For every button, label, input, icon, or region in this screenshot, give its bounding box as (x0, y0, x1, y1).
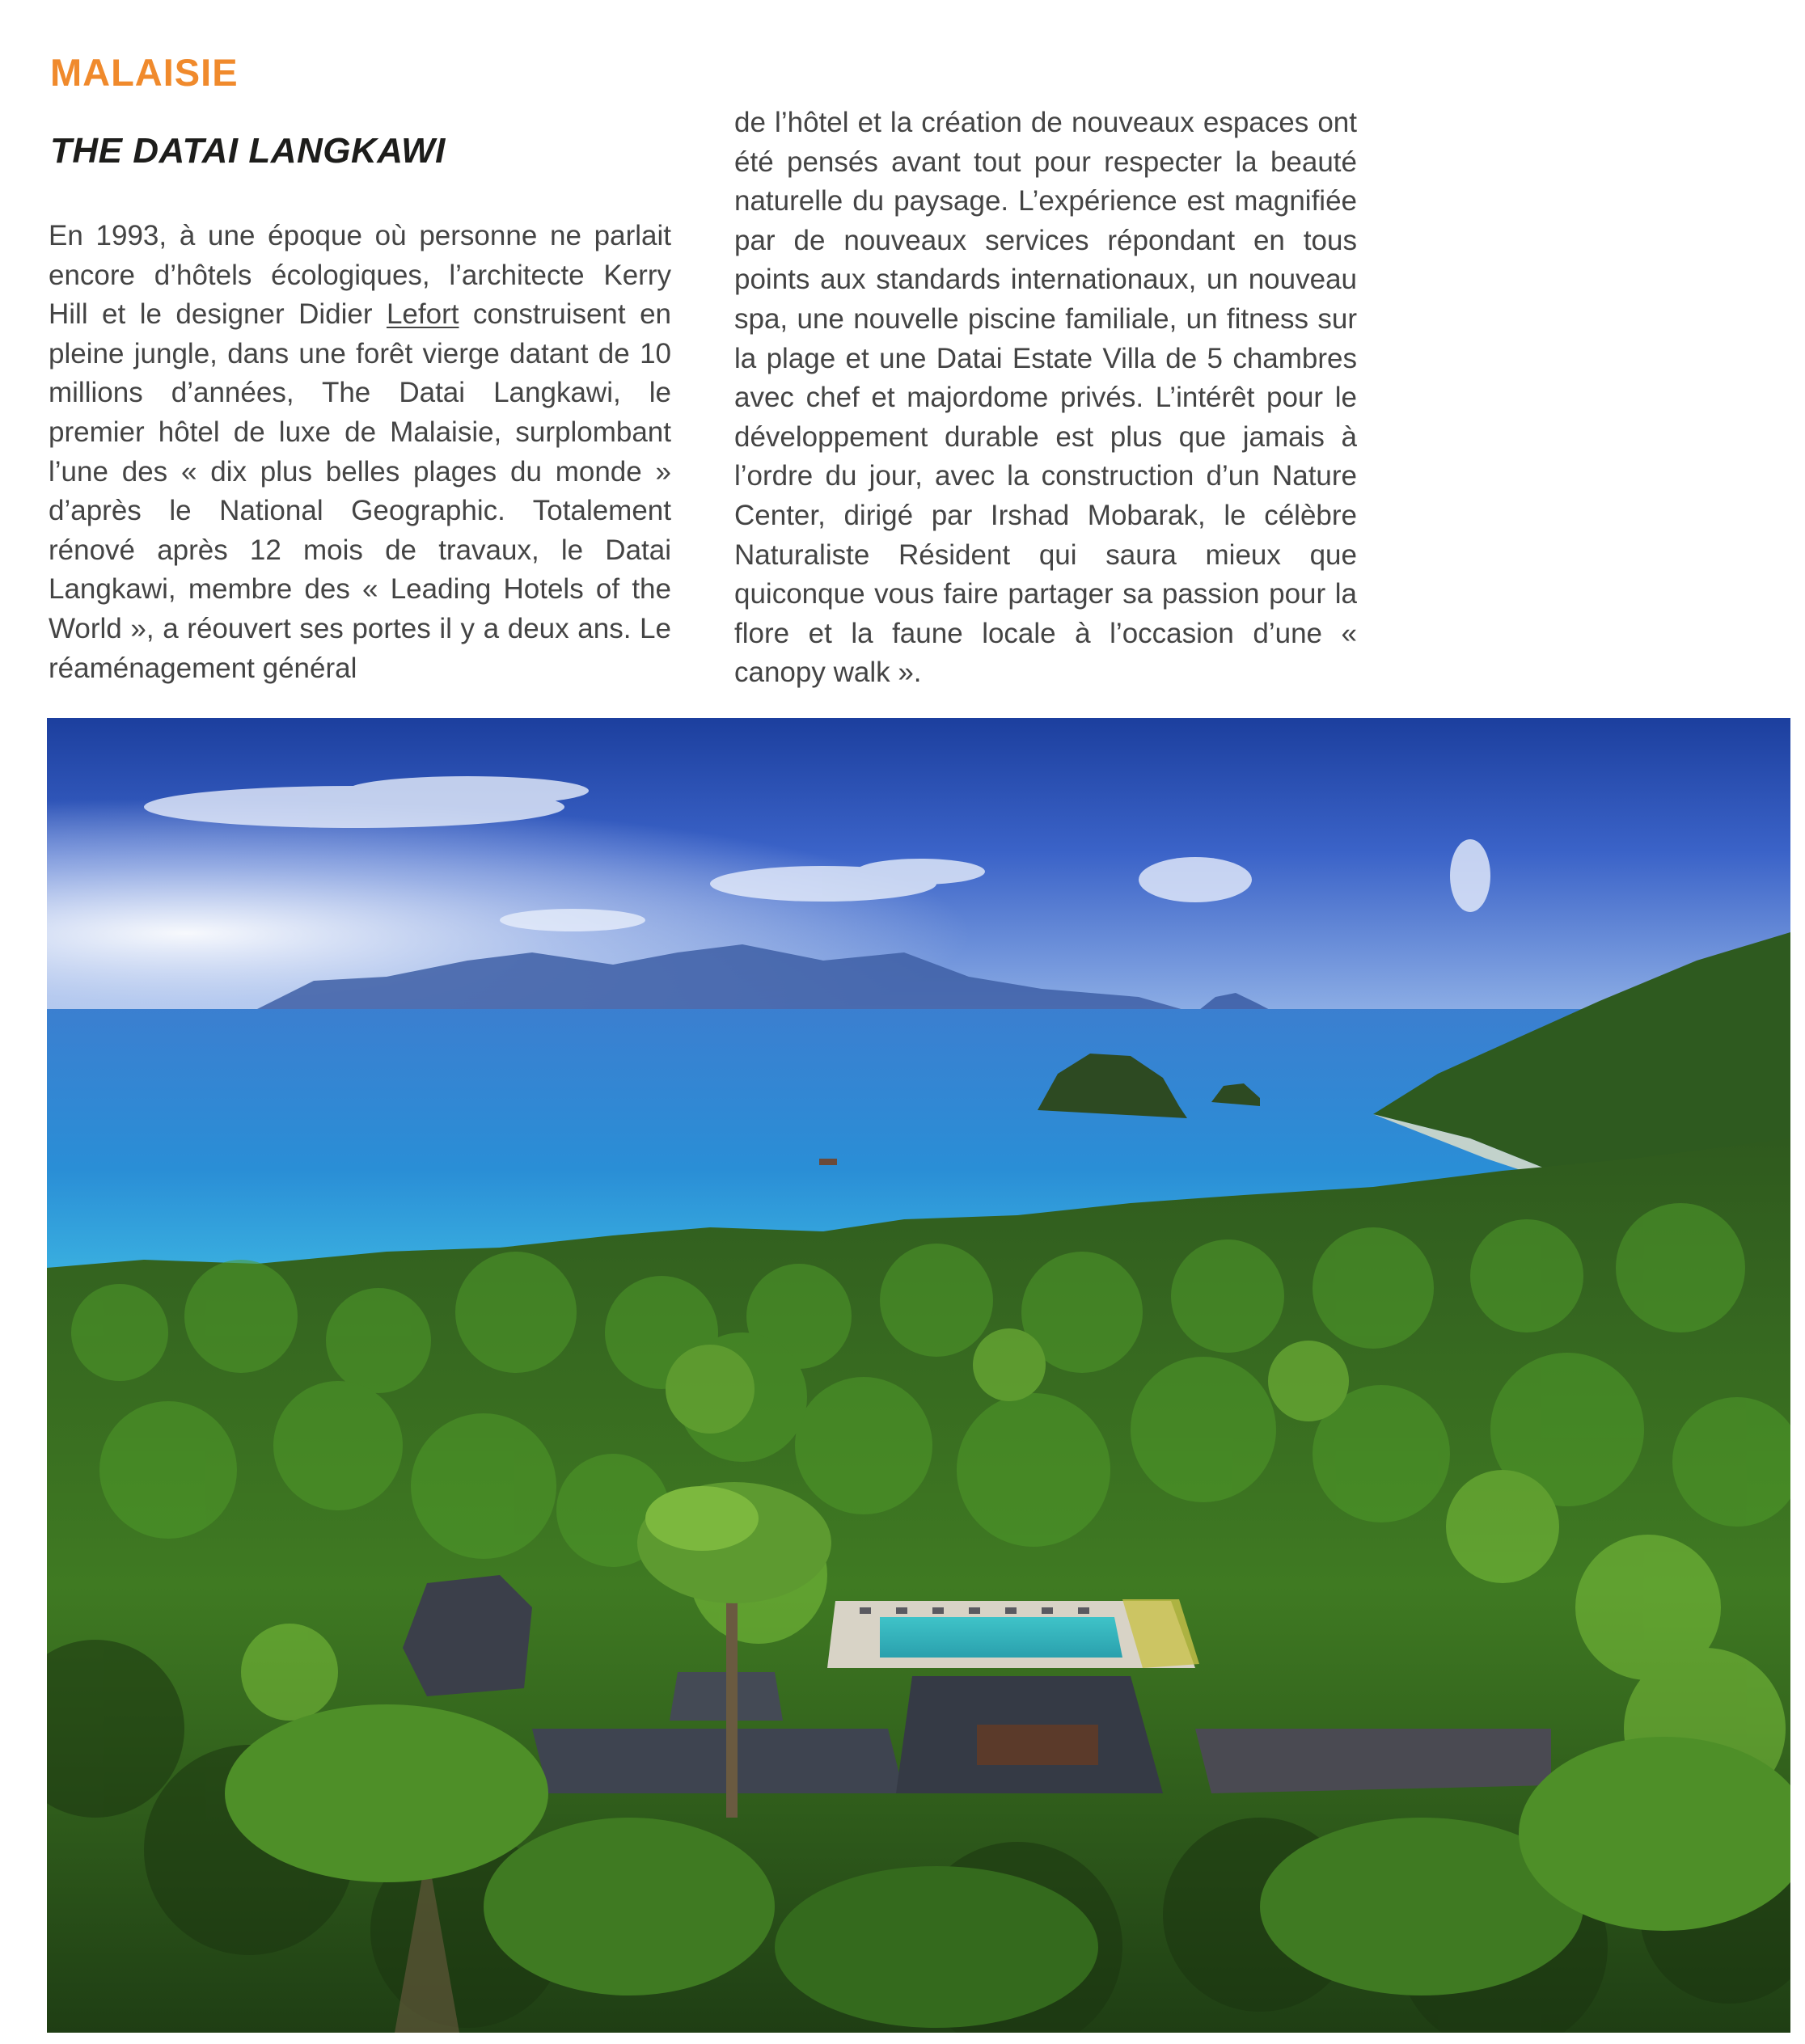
aerial-resort-photo (47, 718, 1790, 2033)
underlined-word: Lefort (386, 298, 459, 331)
article-column-left (49, 217, 671, 688)
text-part-1: En 1993, à une époque où personne ne parlait encore d’hôtels écologiques, l’architecte Kerry Hill et le designer Didier (49, 220, 671, 331)
section-label: MALAISIE (50, 51, 239, 94)
photo-illustration (47, 718, 1790, 2033)
paragraph-right: de l’hôtel et la création de nouveaux espaces ont été pensés avant tout pour respecter la beauté naturelle du paysage. L’expérience est magnifiée par de nouveaux services répondant en tous points aux standards internationaux, un nouveau spa, une nouvelle piscine familiale, un fitness sur la plage et une Datai Estate Villa de 5 chambres avec chef et majordome privés. L’intérêt pour le développement durable est plus que jamais à l’ordre du jour, avec la construction d’un Nature Center, dirigé par Irshad Mobarak, le célèbre Naturaliste Résident qui saura mieux que quiconque vous faire partager sa passion pour la flore et la faune locale à l’occasion d’une « canopy walk ». (734, 107, 1357, 689)
article-title: THE DATAI LANGKAWI (50, 131, 446, 171)
text-part-2: construisent en pleine jungle, dans une forêt vierge datant de 10 millions d’années, The Datai Langkawi, le premier hôtel de luxe de Malaisie, surplombant l’une des « dix plus belles plages du monde » d’après le National Geographic. Totalement rénové après 12 mois de travaux, le Datai Langkawi, membre des « Leading Hotels of the World », a réouvert ses portes il y a deux ans. Le réaménagement général (49, 298, 672, 684)
paragraph-left (49, 217, 671, 688)
article-column-right (734, 103, 1357, 693)
